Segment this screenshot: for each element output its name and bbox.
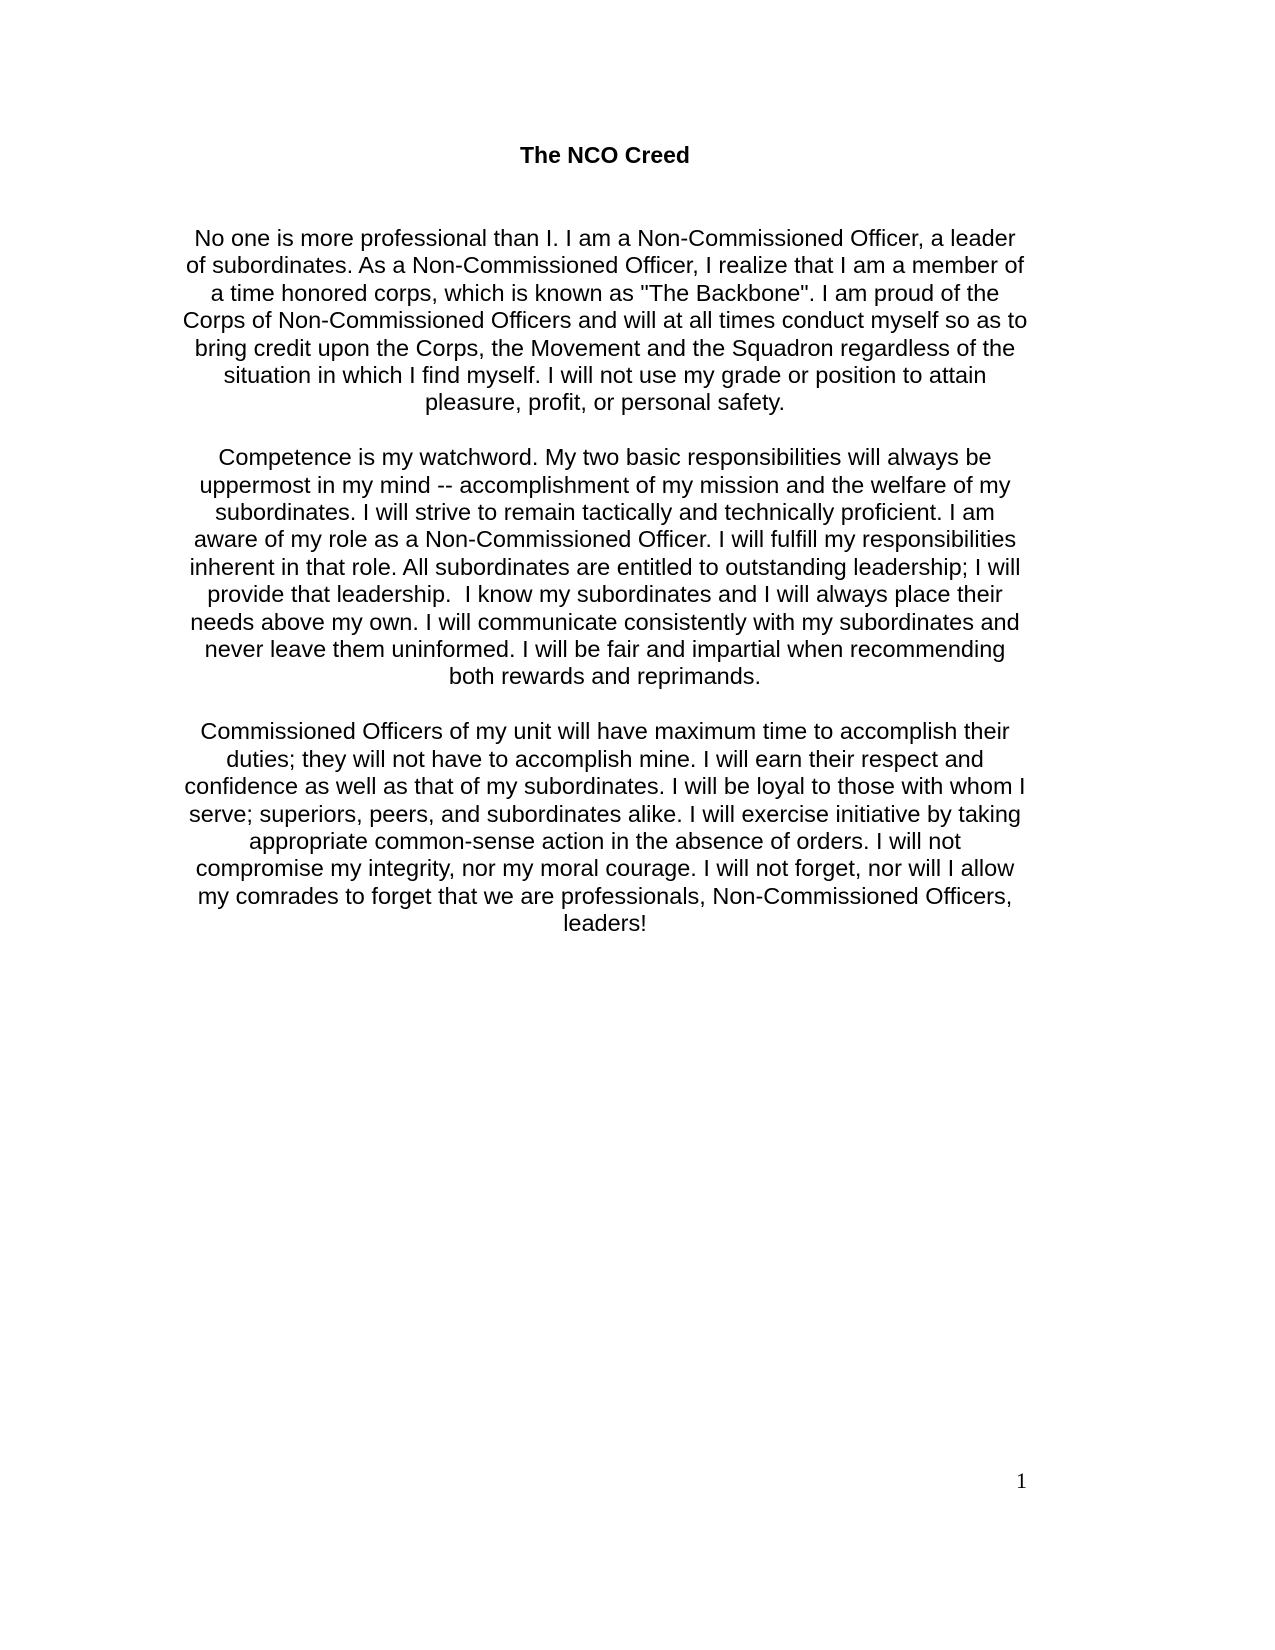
text-line: serve; superiors, peers, and subordinates alike. I will exercise initiative by taking [188, 800, 1022, 827]
text-line: provide that leadership. I know my subordinates and I will always place their [207, 581, 1003, 608]
text-line: needs above my own. I will communicate consistently with my subordinates and [190, 608, 1020, 635]
text-line: subordinates. I will strive to remain tactically and technically proficient. I am [215, 499, 995, 526]
text-line: inherent in that role. All subordinates are entitled to outstanding leadership; I will [189, 553, 1021, 580]
text-line: No one is more professional than I. I am a Non-Commissioned Officer, a leader [194, 225, 1016, 251]
text-line: appropriate common-sense action in the absence of orders. I will not [249, 827, 961, 854]
text-line: leaders! [563, 910, 647, 937]
paragraph [0, 225, 1210, 417]
text-line: confidence as well as that of my subordinates. I will be loyal to those with whom I [184, 773, 1026, 800]
text-line: of subordinates. As a Non-Commissioned Officer, I realize that I am a member of [185, 252, 1025, 279]
text-line: aware of my role as a Non-Commissioned Officer. I will fulfill my responsibilities [193, 526, 1017, 553]
text-line: both rewards and reprimands. [448, 663, 762, 690]
text-line: situation in which I find myself. I will not use my grade or position to attain [223, 362, 987, 389]
text-line: duties; they will not have to accomplish mine. I will earn their respect and [226, 745, 984, 772]
text-line: Corps of Non-Commissioned Officers and will at all times conduct myself so as to [182, 307, 1028, 334]
text-line: bring credit upon the Corps, the Movement and the Squadron regardless of the [194, 334, 1016, 361]
page-number: 1 [1016, 1468, 1027, 1493]
text-line: never leave them uninformed. I will be fair and impartial when recommending [204, 636, 1006, 663]
text-line: compromise my integrity, nor my moral courage. I will not forget, nor will I allow [195, 855, 1015, 882]
paragraph [0, 718, 1210, 937]
text-line: uppermost in my mind -- accomplishment of my mission and the welfare of my [199, 471, 1011, 498]
text-line: a time honored corps, which is known as "The Backbone". I am proud of the [210, 279, 1000, 306]
paragraph [0, 444, 1210, 691]
text-line: Competence is my watchword. My two basic responsibilities will always be [218, 444, 992, 471]
document-title: The NCO Creed [520, 142, 690, 168]
text-line: pleasure, profit, or personal safety. [424, 389, 786, 416]
text-line: my comrades to forget that we are professionals, Non-Commissioned Officers, [197, 882, 1013, 909]
document-body [0, 225, 1210, 965]
text-line: Commissioned Officers of my unit will have maximum time to accomplish their [200, 718, 1010, 745]
